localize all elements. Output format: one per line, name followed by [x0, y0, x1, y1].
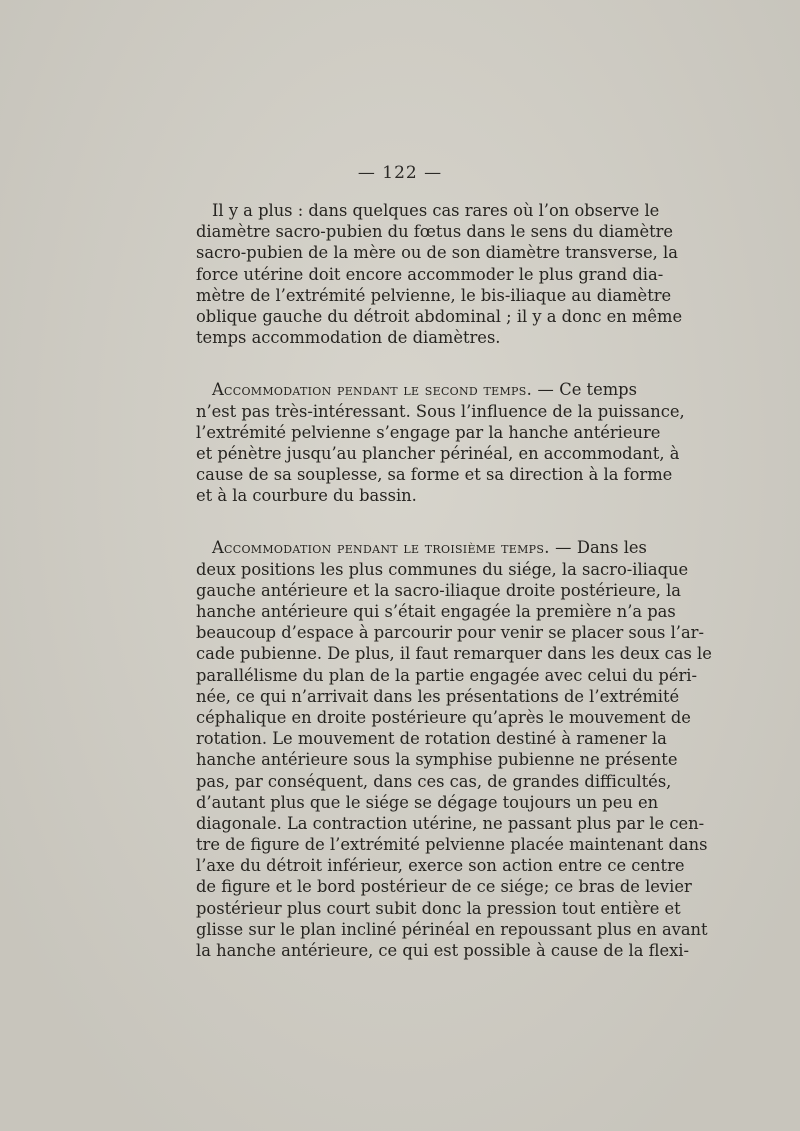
text-line: parallélisme du plan de la partie engagée avec celui du péri- — [196, 665, 697, 685]
body-text — [196, 200, 712, 961]
page-number: — 122 — — [357, 163, 443, 183]
text-line: Il y a plus : dans quelques cas rares où l’on observe le — [212, 201, 660, 220]
text-line: rotation. Le mouvement de rotation destiné à ramener la — [196, 729, 667, 749]
text-line: née, ce qui n’arrivait dans les présentations de l’extrémité — [196, 686, 680, 706]
text-line: sacro-pubien de la mère ou de son diamètre transverse, la — [196, 243, 678, 263]
text-line: l’axe du détroit inférieur, exerce son action entre ce centre — [196, 856, 685, 876]
section-heading: Accommodation pendant le troisième temps. — — [212, 538, 572, 558]
text-line: temps accommodation de diamètres. — [196, 328, 501, 348]
heading-continuation: Dans les — [571, 538, 647, 558]
text-line: diamètre sacro-pubien du fœtus dans le sens du diamètre — [196, 222, 674, 242]
text-line: cause de sa souplesse, sa forme et sa direction à la forme — [196, 465, 673, 485]
text-line: n’est pas très-intéressant. Sous l’influence de la puissance, — [196, 401, 685, 421]
text-line: deux positions les plus communes du siége, la sacro-iliaque — [196, 559, 689, 579]
text-line — [196, 379, 637, 400]
text-line: et à la courbure du bassin. — [196, 486, 417, 506]
text-line: diagonale. La contraction utérine, ne passant plus par le cen- — [196, 813, 705, 833]
text-line: gauche antérieure et la sacro-iliaque droite postérieure, la — [196, 580, 681, 600]
text-line: glisse sur le plan incliné périnéal en repoussant plus en avant — [196, 919, 708, 939]
text-line: cade pubienne. De plus, il faut remarquer dans les deux cas le — [196, 644, 712, 664]
text-line: mètre de l’extrémité pelvienne, le bis-iliaque au diamètre — [196, 285, 672, 305]
text-line: et pénètre jusqu’au plancher périnéal, en accommodant, à — [196, 443, 680, 463]
text-line: la hanche antérieure, ce qui est possible à cause de la flexi- — [196, 941, 690, 960]
text-line: oblique gauche du détroit abdominal ; il y a donc en même — [196, 306, 683, 326]
heading-continuation: Ce temps — [554, 380, 637, 400]
text-line: céphalique en droite postérieure qu’après le mouvement de — [196, 707, 691, 727]
text-line: tre de figure de l’extrémité pelvienne placée maintenant dans — [196, 835, 708, 855]
text-line: l’extrémité pelvienne s’engage par la hanche antérieure — [196, 422, 661, 442]
text-line: hanche antérieure qui s’était engagée la première n’a pas — [196, 602, 676, 621]
paragraph-3 — [196, 537, 712, 961]
text-line: force utérine doit encore accommoder le plus grand dia- — [196, 264, 664, 284]
text-line: d’autant plus que le siége se dégage toujours un peu en — [196, 792, 659, 812]
text-line: beaucoup d’espace à parcourir pour venir se placer sous l’ar- — [196, 623, 704, 643]
text-line: hanche antérieure sous la symphise pubienne ne présente — [196, 750, 678, 770]
section-heading: Accommodation pendant le second temps. — — [212, 380, 555, 400]
text-line — [196, 537, 647, 558]
paragraph-1 — [196, 200, 683, 348]
text-line: de figure et le bord postérieur de ce siége; ce bras de levier — [196, 877, 692, 897]
text-line: postérieur plus court subit donc la pression tout entière et — [196, 898, 681, 918]
text-line: pas, par conséquent, dans ces cas, de grandes difficultés, — [196, 771, 672, 791]
paragraph-2 — [196, 379, 685, 506]
